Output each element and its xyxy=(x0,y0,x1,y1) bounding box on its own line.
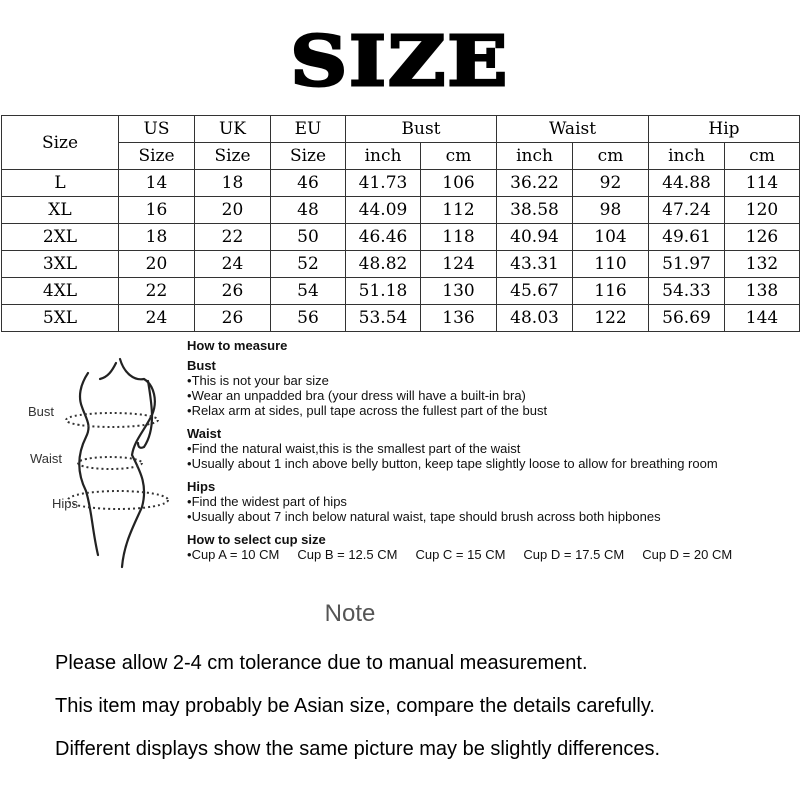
how-to-measure-title: How to measure xyxy=(187,338,288,353)
table-cell: 44.88 xyxy=(649,170,725,197)
how-to-measure-section xyxy=(187,338,797,571)
page-title: SIZE xyxy=(290,22,510,102)
table-cell: 18 xyxy=(195,170,271,197)
table-cell: 124 xyxy=(421,251,497,278)
subheader-cell: Size xyxy=(119,143,195,170)
cup-item: • Cup A = 10 CM xyxy=(187,547,279,563)
table-cell: 48.03 xyxy=(497,305,573,332)
table-cell: 122 xyxy=(573,305,649,332)
waist-tape-icon xyxy=(78,457,142,469)
figure-label-hips: Hips xyxy=(52,496,79,511)
table-cell: 45.67 xyxy=(497,278,573,305)
list-item: • Usually about 1 inch above belly button, keep tape slightly loose to allow for breathing room xyxy=(187,456,797,471)
table-cell: 48 xyxy=(271,197,346,224)
table-cell: 126 xyxy=(725,224,800,251)
hips-title: Hips xyxy=(187,479,216,494)
table-subheader-row xyxy=(2,143,800,170)
bust-title: Bust xyxy=(187,358,216,373)
table-cell: 4XL xyxy=(2,278,119,305)
table-cell: 5XL xyxy=(2,305,119,332)
table-cell: L xyxy=(2,170,119,197)
subheader-cell: cm xyxy=(421,143,497,170)
header-uk: UK xyxy=(195,116,271,143)
table-cell: 116 xyxy=(573,278,649,305)
table-cell: 48.82 xyxy=(346,251,421,278)
cup-size-title: How to select cup size xyxy=(187,532,326,547)
subheader-cell: inch xyxy=(346,143,421,170)
table-cell: 44.09 xyxy=(346,197,421,224)
table-cell: 51.97 xyxy=(649,251,725,278)
table-cell: 18 xyxy=(119,224,195,251)
list-item: • Relax arm at sides, pull tape across the fullest part of the bust xyxy=(187,403,797,418)
subheader-cell: inch xyxy=(497,143,573,170)
table-cell: 3XL xyxy=(2,251,119,278)
table-cell: XL xyxy=(2,197,119,224)
cup-item: Cup B = 12.5 CM xyxy=(297,547,398,562)
table-cell: 114 xyxy=(725,170,800,197)
table-cell: 110 xyxy=(573,251,649,278)
table-cell: 40.94 xyxy=(497,224,573,251)
table-cell: 130 xyxy=(421,278,497,305)
table-cell: 22 xyxy=(119,278,195,305)
waist-section xyxy=(187,426,797,471)
table-cell: 53.54 xyxy=(346,305,421,332)
subheader-cell: Size xyxy=(195,143,271,170)
table-cell: 104 xyxy=(573,224,649,251)
table-cell: 46 xyxy=(271,170,346,197)
table-cell: 46.46 xyxy=(346,224,421,251)
table-cell: 98 xyxy=(573,197,649,224)
subheader-cell: cm xyxy=(725,143,800,170)
list-item: • Wear an unpadded bra (your dress will have a built-in bra) xyxy=(187,388,797,403)
list-item: • This is not your bar size xyxy=(187,373,797,388)
table-row xyxy=(2,170,800,197)
note-line: Please allow 2-4 cm tolerance due to manual measurement. xyxy=(55,652,588,674)
subheader-cell: inch xyxy=(649,143,725,170)
note-title: Note xyxy=(324,600,376,627)
table-cell: 136 xyxy=(421,305,497,332)
header-waist: Waist xyxy=(497,116,649,143)
table-cell: 138 xyxy=(725,278,800,305)
cup-size-section xyxy=(187,532,797,563)
table-cell: 50 xyxy=(271,224,346,251)
table-cell: 26 xyxy=(195,305,271,332)
table-row xyxy=(2,251,800,278)
table-cell: 41.73 xyxy=(346,170,421,197)
table-cell: 120 xyxy=(725,197,800,224)
table-cell: 56.69 xyxy=(649,305,725,332)
list-item: • Usually about 7 inch below natural waist, tape should brush across both hipbones xyxy=(187,509,797,524)
header-size: Size xyxy=(2,116,119,170)
table-cell: 106 xyxy=(421,170,497,197)
table-cell: 20 xyxy=(195,197,271,224)
header-hip: Hip xyxy=(649,116,800,143)
table-cell: 56 xyxy=(271,305,346,332)
table-cell: 47.24 xyxy=(649,197,725,224)
subheader-cell: Size xyxy=(271,143,346,170)
table-cell: 36.22 xyxy=(497,170,573,197)
table-cell: 51.18 xyxy=(346,278,421,305)
table-cell: 20 xyxy=(119,251,195,278)
cup-item: Cup C = 15 CM xyxy=(415,547,506,562)
table-cell: 24 xyxy=(195,251,271,278)
table-row xyxy=(2,305,800,332)
table-cell: 118 xyxy=(421,224,497,251)
hips-tape-icon xyxy=(68,491,168,509)
list-item: • Find the widest part of hips xyxy=(187,494,797,509)
subheader-cell: cm xyxy=(573,143,649,170)
table-cell: 132 xyxy=(725,251,800,278)
figure-label-bust: Bust xyxy=(28,404,55,419)
table-cell: 54.33 xyxy=(649,278,725,305)
cup-item: Cup D = 20 CM xyxy=(642,547,733,562)
waist-title: Waist xyxy=(187,426,222,441)
bust-tape-icon xyxy=(66,413,158,427)
bust-section xyxy=(187,358,797,418)
hips-section xyxy=(187,479,797,524)
table-cell: 2XL xyxy=(2,224,119,251)
body-measurement-figure xyxy=(20,345,190,585)
size-chart-table xyxy=(1,115,800,332)
figure-shoulder-outline xyxy=(100,363,116,379)
header-bust: Bust xyxy=(346,116,497,143)
table-row xyxy=(2,197,800,224)
table-cell: 22 xyxy=(195,224,271,251)
table-row xyxy=(2,278,800,305)
note-line: Different displays show the same picture may be slightly differences. xyxy=(55,738,661,760)
figure-back-outline xyxy=(79,373,98,555)
table-cell: 49.61 xyxy=(649,224,725,251)
figure-label-waist: Waist xyxy=(30,451,63,466)
note-lines xyxy=(55,648,660,777)
cup-item: Cup D = 17.5 CM xyxy=(523,547,625,562)
table-cell: 38.58 xyxy=(497,197,573,224)
table-cell: 92 xyxy=(573,170,649,197)
table-cell: 112 xyxy=(421,197,497,224)
table-cell: 26 xyxy=(195,278,271,305)
table-row xyxy=(2,224,800,251)
header-eu: EU xyxy=(271,116,346,143)
header-us: US xyxy=(119,116,195,143)
table-cell: 24 xyxy=(119,305,195,332)
list-item: • Find the natural waist,this is the smallest part of the waist xyxy=(187,441,797,456)
table-cell: 144 xyxy=(725,305,800,332)
table-cell: 54 xyxy=(271,278,346,305)
table-cell: 14 xyxy=(119,170,195,197)
note-line: This item may probably be Asian size, compare the details carefully. xyxy=(55,695,655,717)
table-cell: 16 xyxy=(119,197,195,224)
table-cell: 52 xyxy=(271,251,346,278)
table-cell: 43.31 xyxy=(497,251,573,278)
table-header-row xyxy=(2,116,800,143)
